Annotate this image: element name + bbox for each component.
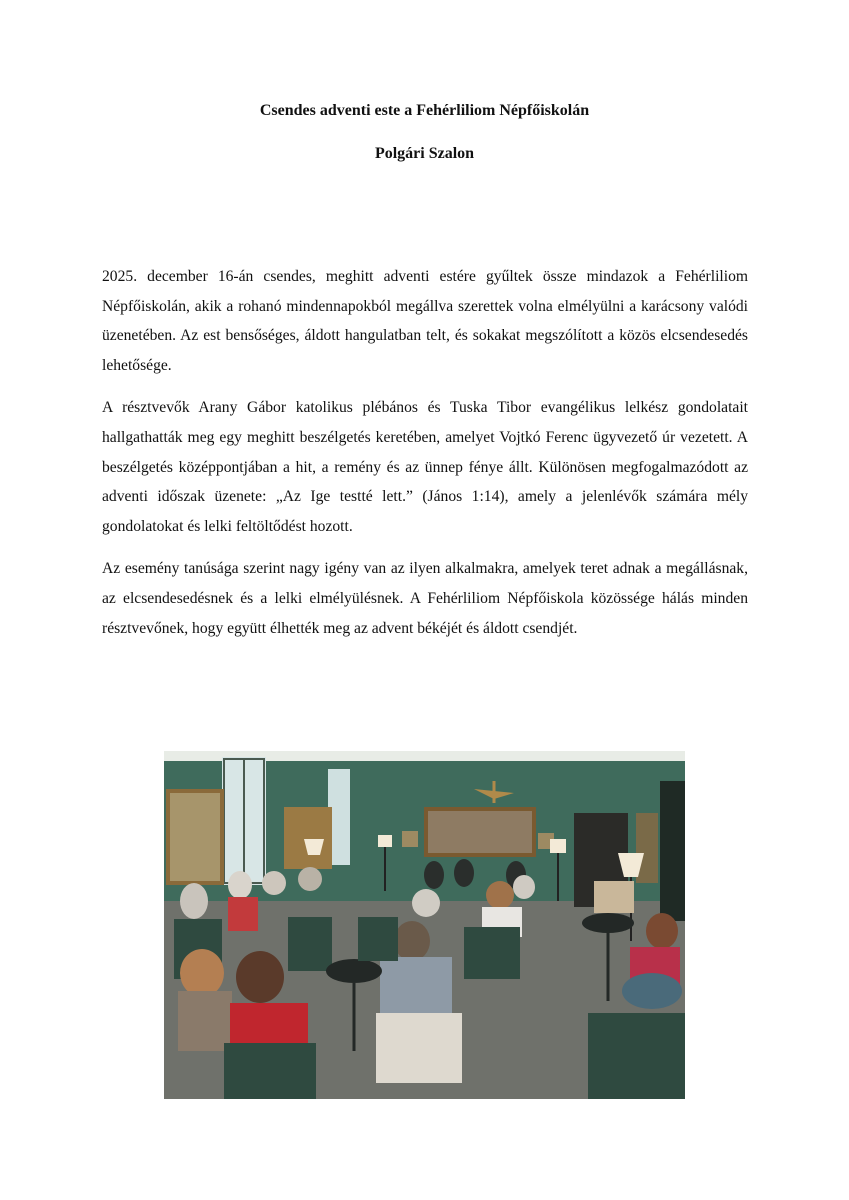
audience-member <box>298 867 322 891</box>
audience-member <box>262 871 286 895</box>
audience-member <box>180 883 208 919</box>
audience-member <box>486 881 514 909</box>
armchair <box>224 1043 316 1099</box>
audience-member <box>646 913 678 949</box>
paragraph: A résztvevők Arany Gábor katolikus plébános és Tuska Tibor evangélikus lelkész gondolatait hallgathatták meg egy meghitt beszélgetés keretében, amelyet Vojtkó Ferenc ügyvezető úr vezetett. A beszélgetés középpontjában a hit, a remény és az ünnep fénye állt. Különösen megfogalmazódott az adventi időszak üzenete: „Az Ige testté lett.” (János 1:14), amely a jelenlévők számára mély gondolatokat és lelki feltöltődést hozott. <box>102 399 748 535</box>
audience-member <box>394 921 430 961</box>
paragraph: Az esemény tanúsága szerint nagy igény van az ilyen alkalmakra, amelyek teret adnak a megállásnak, az elcsendesedésnek és a lelki elmélyülésnek. A Fehérliliom Népfőiskola közössége hálás minden résztvevőnek, hogy együtt élhették meg az advent békéjét és áldott csendjét. <box>102 560 748 637</box>
round-table <box>326 959 382 983</box>
audience-member <box>513 875 535 899</box>
armchair <box>464 927 520 979</box>
event-photo-illustration <box>164 751 685 1099</box>
speaker-person <box>424 861 444 889</box>
door-right <box>660 781 685 921</box>
audience-member <box>180 949 224 997</box>
armchair <box>288 917 332 971</box>
audience-member <box>228 871 252 899</box>
armchair <box>594 881 634 913</box>
lamp <box>378 835 392 847</box>
armchair <box>358 917 398 961</box>
speaker-person <box>454 859 474 887</box>
document-title: Csendes adventi este a Fehérliliom Népfőiskolán <box>259 102 590 119</box>
lamp <box>550 839 566 853</box>
small-frame <box>402 831 418 847</box>
audience-member <box>236 951 284 1003</box>
audience-member <box>622 973 682 1009</box>
painting-center-left <box>284 807 332 869</box>
armchair <box>588 1013 685 1099</box>
armchair <box>376 1013 462 1083</box>
document-subtitle: Polgári Szalon <box>374 145 475 162</box>
paragraph: 2025. december 16-án csendes, meghitt adventi estére gyűltek össze mindazok a Fehérliliom Népfőiskolán, akik a rohanó mindennapokból megállva szerettek volna elmélyülni a karácsony valódi üzenetében. Az est bensőséges, áldott hangulatban telt, és sokakat megszólított a közös elcsendesedés lehetősége. <box>102 268 748 374</box>
round-table <box>582 913 634 933</box>
painting-right <box>636 813 658 883</box>
audience-member <box>412 889 440 917</box>
article-body <box>102 262 748 656</box>
event-photo <box>164 751 685 1099</box>
